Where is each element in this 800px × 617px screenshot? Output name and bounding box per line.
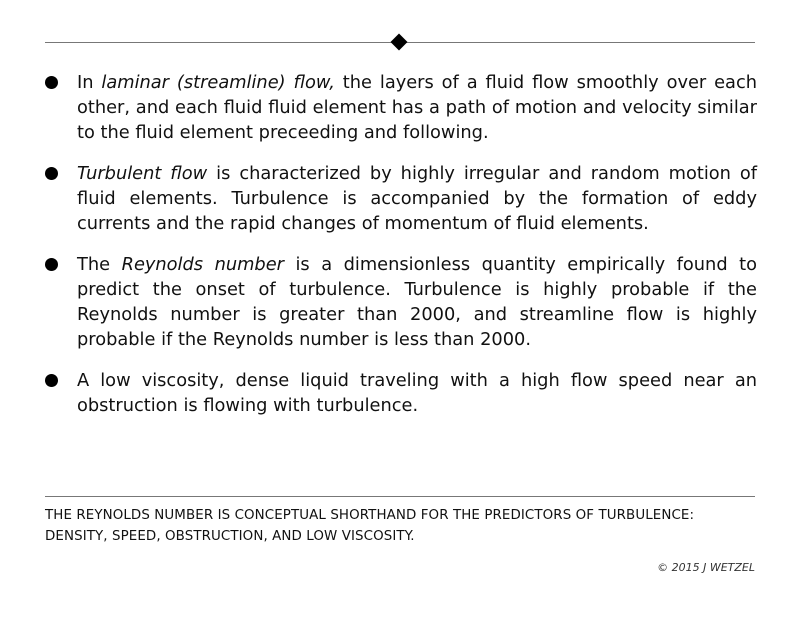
bullet-term: Reynolds number	[121, 254, 284, 275]
bullet-low-viscosity	[45, 368, 757, 418]
bullet-text-before: In	[77, 72, 102, 93]
bullet-text-after: is characterized by highly irregular and random motion of fluid elements. Turbulence is accompanied by the formation of eddy currents and the rapid changes of momentum of fluid elements.	[77, 163, 758, 234]
bullet-term: Turbulent flow	[77, 163, 208, 184]
bullet-laminar-flow	[45, 70, 757, 145]
footnote: THE REYNOLDS NUMBER IS CONCEPTUAL SHORTHAND FOR THE PREDICTORS OF TURBULENCE: DENSITY, SPEED, OBSTRUCTION, AND LOW VISCOSITY.	[45, 508, 695, 544]
bullet-text-after: is a dimensionless quantity empirically found to predict the onset of turbulence. Turbulence is highly probable if the Reynolds number is greater than 2000, and streamline flow is highly probable if the Reynolds number is less than 2000.	[77, 254, 757, 350]
diamond-ornament-icon	[391, 34, 408, 51]
bullet-dot-icon	[45, 167, 58, 180]
bullet-list	[45, 70, 757, 434]
bullet-text-before: The	[77, 254, 122, 275]
copyright-notice: © 2015 J WETZEL	[657, 561, 755, 574]
bullet-term: laminar (streamline) flow,	[101, 72, 335, 93]
bottom-divider	[45, 496, 755, 497]
bullet-text-before: A low viscosity, dense liquid traveling with a high flow speed near an obstruction is flowing with turbulence.	[77, 370, 757, 416]
bullet-dot-icon	[45, 76, 58, 89]
bullet-text-after: the layers of a fluid flow smoothly over each other, and each fluid fluid element has a path of motion and velocity similar to the fluid element preceeding and following.	[77, 72, 757, 143]
bullet-dot-icon	[45, 374, 58, 387]
bullet-dot-icon	[45, 258, 58, 271]
bullet-turbulent-flow	[45, 161, 757, 236]
bullet-reynolds-number	[45, 252, 757, 352]
